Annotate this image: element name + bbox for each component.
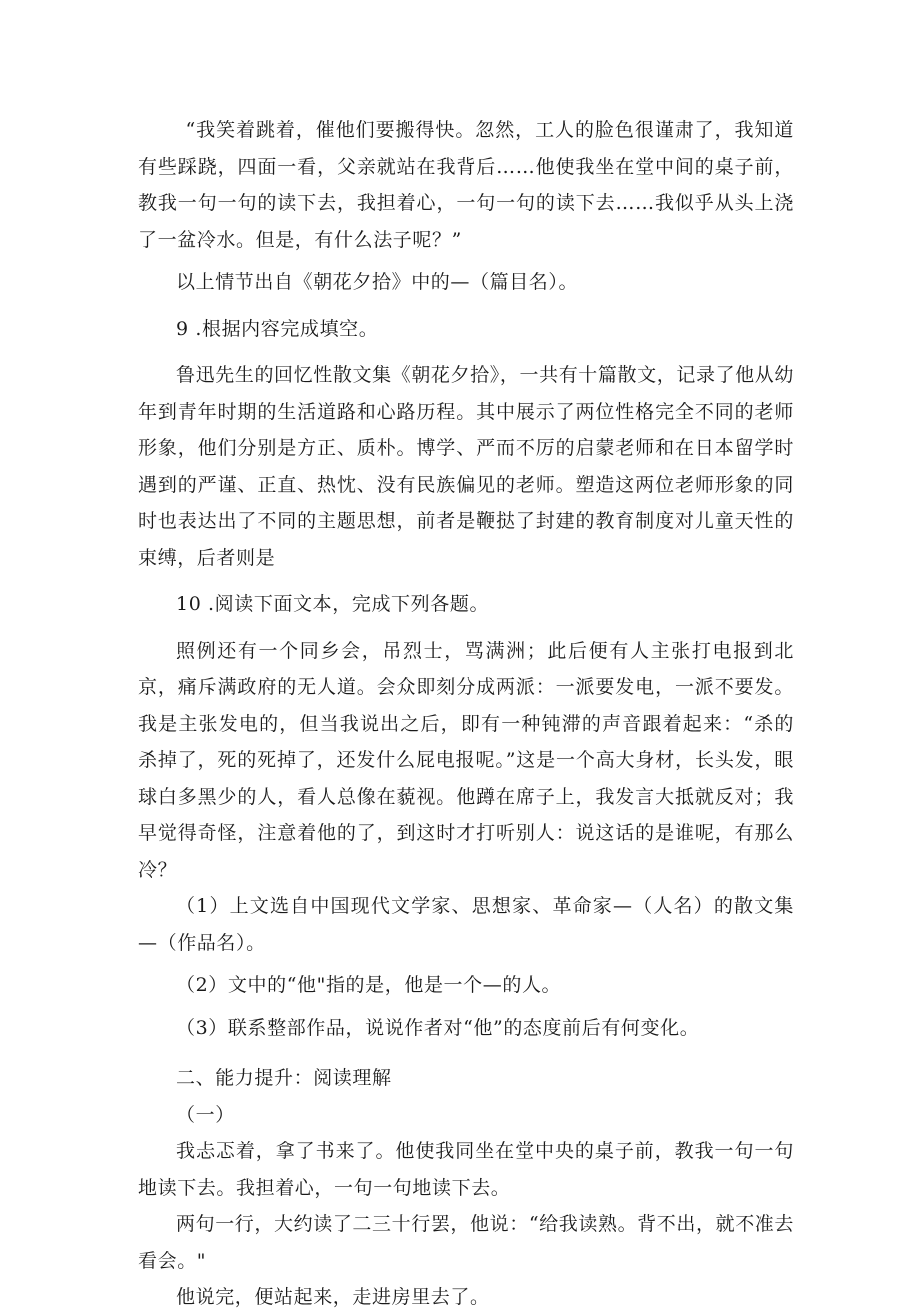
question-10-heading: 10 .阅读下面文本，完成下列各题。 (176, 593, 490, 615)
reading-paragraph-3: 他说完，便站起来，走进房里去了。 (176, 1286, 490, 1308)
sub-question-3: （3）联系整部作品，说说作者对“他”的态度前后有何变化。 (176, 1016, 700, 1039)
question-source-chapter: 以上情节出自《朝花夕拾》中的—（篇目名）。 (176, 271, 579, 293)
question-9-heading: 9 .根据内容完成填空。 (176, 317, 379, 340)
sub-question-1: （1）上文选自中国现代文学家、思想家、革命家—（人名）的散文集—（作品名）。 (138, 895, 794, 954)
reading-paragraph-1: 我忐忑着，拿了书来了。他使我同坐在堂中央的桌子前，教我一句一句地读下去。我担着心，一句一句地读下去。 (138, 1140, 794, 1199)
question-10-passage: 照例还有一个同乡会，吊烈士，骂满洲；此后便有人主张打电报到北京，痛斥满政府的无人道。会众即刻分成两派：一派要发电，一派不要发。我是主张发电的，但当我说出之后，即有一种钝滞的声音跟着起来：“杀的杀掉了，死的死掉了，还发什么屁电报呢。”这是一个高大身材，长头发，眼球白多黑少的人，看人总像在藐视。他蹲在席子上，我发言大抵就反对；我早觉得奇怪，注意着他的了，到这时才打听别人：说这话的是谁呢，有那么冷？ (138, 639, 794, 881)
sub-question-2: （2）文中的“他"指的是，他是一个—的人。 (176, 974, 562, 996)
quoted-excerpt: “我笑着跳着，催他们要搬得快。忽然，工人的脸色很谨肃了，我知道有些踩跷，四面一看，父亲就站在我背后……他使我坐在堂中间的桌子前，教我一句一句的读下去，我担着心，一句一句的读下去……我似乎从头上浇了一盆冷水。但是，有什么法子呢？” (138, 119, 794, 251)
part-heading: （一） (176, 1103, 235, 1126)
section-heading: 二、能力提升：阅读理解 (176, 1067, 392, 1089)
document-body (138, 112, 794, 1316)
question-9-passage: 鲁迅先生的回忆性散文集《朝花夕拾》，一共有十篇散文，记录了他从幼年到青年时期的生活道路和心路历程。其中展示了两位性格完全不同的老师形象，他们分别是方正、质朴。博学、严而不厉的启蒙老师和在日本留学时遇到的严谨、正直、热忱、没有民族偏见的老师。塑造这两位老师形象的同时也表达出了不同的主题思想，前者是鞭挞了封建的教育制度对儿童天性的束缚，后者则是 (138, 364, 794, 569)
reading-paragraph-2: 两句一行，大约读了二三十行罢，他说：“给我读熟。背不出，就不准去看会。" (138, 1213, 794, 1272)
